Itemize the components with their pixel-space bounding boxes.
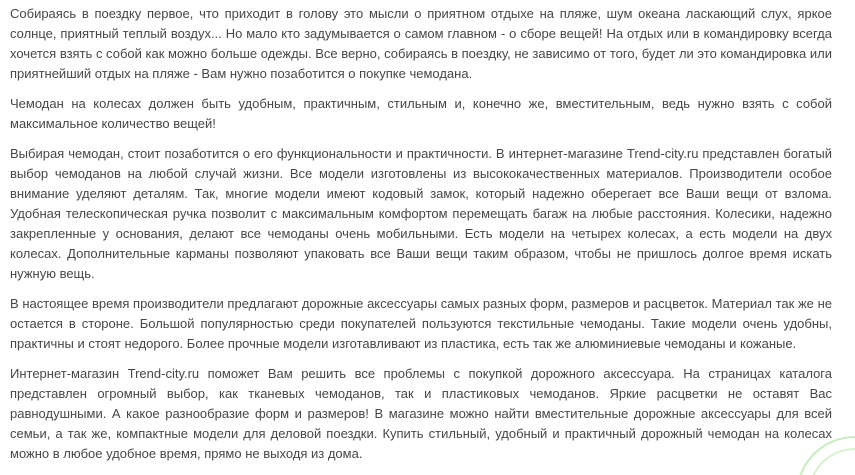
article-paragraph-4: В настоящее время производители предлагают дорожные аксессуары самых разных форм, размеров и расцветок. Материал так же не остается в стороне. Большой популярностью среди покупателей пользуются текстильные чемоданы. Такие модели очень удобны, практичны и стоят недорого. Более прочные модели изготавливают из пластика, есть так же алюминиевые чемоданы и кожаные. [10,296,832,351]
article-paragraph-3: Выбирая чемодан, стоит позаботится о его функциональности и практичности. В интернет-магазине Trend-city.ru представлен богатый выбор чемоданов на любой случай жизни. Все модели изготовлены из высококачественных материалов. Производители особое внимание уделяют деталям. Так, многие модели имеют кодовый замок, который надежно оберегает все Ваши вещи от взлома. Удобная телескопическая ручка позволит с максимальным комфортом перемещать багаж на любые расстояния. Колесики, надежно закрепленные у основания, делают все чемоданы очень мобильными. Есть модели на четырех колесах, а есть модели на двух колесах. Дополнительные карманы позволяют упаковать все Ваши вещи таким образом, чтобы не пришлось долгое время искать нужную вещь. [10,146,832,281]
article-paragraph-1: Собираясь в поездку первое, что приходит в голову это мысли о приятном отдыхе на пляже, шум океана ласкающий слух, яркое солнце, приятный теплый воздух... Но мало кто задумывается о самом главном - о сборе вещей! На отдых или в командировку всегда хочется взять с собой как можно больше одежды. Все верно, собираясь в поездку, не зависимо от того, будет ли это командировка или приятнейший отдых на пляже - Вам нужно позаботится о покупке чемодана. [10,6,832,81]
article-content [10,4,832,474]
article-paragraph-2: Чемодан на колесах должен быть удобным, практичным, стильным и, конечно же, вместительным, ведь нужно взять с собой максимальное количество вещей! [10,96,832,131]
article-paragraph-5: Интернет-магазин Trend-city.ru поможет Вам решить все проблемы с покупкой дорожного аксессуара. На страницах каталога представлен огромный выбор, как тканевых чемоданов, так и пластиковых чемоданов. Яркие расцветки не оставят Вас равнодушными. А какое разнообразие форм и размеров! В магазине можно найти вместительные дорожные аксессуары для всей семьи, а так же, компактные модели для деловой поездки. Купить стильный, удобный и практичный дорожный чемодан на колесах можно в любое удобное время, прямо не выходя из дома. [10,366,832,461]
